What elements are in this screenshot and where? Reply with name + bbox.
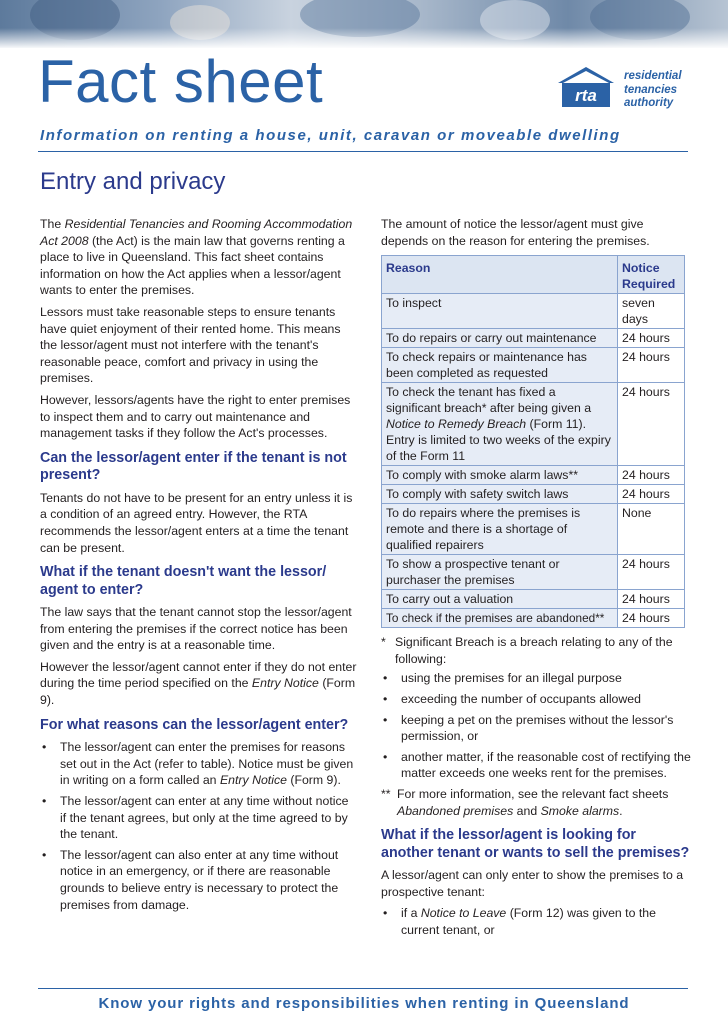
- logo-line: residential: [624, 70, 682, 82]
- notice-cell: 24 hours: [618, 485, 685, 504]
- new-tenant-list: [381, 905, 691, 938]
- table-row: [382, 609, 685, 628]
- notice-cell: seven days: [618, 294, 685, 329]
- header-divider: [38, 151, 688, 152]
- intro-paragraph-1: [40, 216, 358, 299]
- text-span: The lessor/agent can also enter at any time without notice in an emergency, or if there are reasonable grounds to believe entry is necessary to protect the premises from damage.: [60, 847, 339, 912]
- list-item: [381, 670, 691, 687]
- text-span: The: [40, 217, 65, 231]
- text-span: .: [619, 803, 623, 818]
- notice-cell: 24 hours: [618, 348, 685, 383]
- logo-mark: rta: [575, 86, 597, 105]
- list-item: [381, 691, 691, 708]
- entry-reasons-list: [40, 739, 358, 913]
- notice-cell: 24 hours: [618, 609, 685, 628]
- table-header-row: [382, 256, 685, 294]
- form-name: Entry Notice: [251, 676, 319, 691]
- footnote-mark: *: [381, 635, 386, 650]
- logo-wordmark: [624, 70, 682, 111]
- reason-cell: To do repairs where the premises is remote and there is a shortage of qualified repairers: [382, 504, 618, 555]
- breach-list: [381, 670, 691, 782]
- logo-line: authority: [624, 97, 674, 109]
- form-name: Entry Notice: [219, 773, 287, 788]
- list-item: [40, 793, 358, 843]
- form-name: Notice to Leave: [420, 906, 507, 921]
- bullet-icon: •: [383, 671, 388, 686]
- logo-line: tenancies: [624, 83, 678, 96]
- column-header-notice: Notice Required: [618, 256, 685, 294]
- intro-paragraph-3: However, lessors/agents have the right to enter premises to inspect them and to carry out maintenance and management tasks if they follow the Act's processes.: [40, 392, 351, 441]
- significant-breach-note: [381, 634, 691, 667]
- text-span: using the premises for an illegal purpose: [401, 671, 622, 686]
- reason-cell: [382, 383, 618, 466]
- list-item: [381, 749, 691, 782]
- rta-logo-icon: [552, 65, 620, 109]
- notice-cell: 24 hours: [618, 383, 685, 466]
- bullet-icon: •: [42, 740, 47, 755]
- intro-paragraph-2: Lessors must take reasonable steps to ensure tenants have quiet enjoyment of their rented home. This means the lessor/agent must not interfere with the tenant's reasonable peace, comfort and privacy in using the premises.: [40, 304, 341, 386]
- notice-table: [381, 255, 685, 628]
- footnote-body: [397, 786, 691, 819]
- tagline: Information on renting a house, unit, caravan or moveable dwelling: [40, 127, 621, 144]
- reason-cell: To inspect: [382, 294, 618, 329]
- page-heading: Entry and privacy: [40, 168, 226, 195]
- text-span: another matter, if the reasonable cost of rectifying the matter exceeds one weeks rent for the premises.: [401, 749, 691, 781]
- notice-cell: None: [618, 504, 685, 555]
- text-span: (Form 11). Entry is limited to two weeks of the expiry of the Form 11: [386, 417, 611, 464]
- reason-cell: To check if the premises are abandoned**: [382, 609, 618, 628]
- text-span: exceeding the number of occupants allowed: [401, 691, 641, 706]
- section-heading-entry-reasons: For what reasons can the lessor/agent enter?: [40, 716, 349, 733]
- notice-cell: 24 hours: [618, 329, 685, 348]
- bullet-icon: •: [383, 691, 388, 706]
- table-row: [382, 590, 685, 609]
- bullet-icon: •: [383, 906, 388, 921]
- footnote-mark: **: [381, 786, 391, 801]
- table-row: [382, 466, 685, 485]
- section-heading-tenant-present: Can the lessor/agent enter if the tenant is not present?: [40, 449, 347, 484]
- notice-cell: 24 hours: [618, 466, 685, 485]
- bullet-icon: •: [383, 749, 388, 764]
- text-span: if a: [401, 906, 421, 921]
- more-info-note: [381, 786, 691, 819]
- text-span: (Form 12) was given to the current tenant, or: [401, 906, 656, 937]
- bullet-icon: •: [42, 793, 47, 808]
- notice-cell: 24 hours: [618, 590, 685, 609]
- reason-cell: To show a prospective tenant or purchaser the premises: [382, 555, 618, 590]
- fact-sheet-link[interactable]: Abandoned premises: [397, 803, 514, 818]
- tenant-refuses-body-2: [40, 659, 358, 709]
- table-row: [382, 504, 685, 555]
- header-photo-banner: [0, 0, 728, 48]
- fact-sheet-link[interactable]: Smoke alarms: [540, 803, 620, 818]
- list-item: [40, 739, 358, 789]
- tenant-present-body: Tenants do not have to be present for an entry unless it is a condition of an agreed entry. However, the RTA recommends the lessor/agent enters at a time the tenant can be present.: [40, 490, 353, 555]
- logo-roof: [558, 67, 614, 83]
- right-column: [381, 216, 691, 943]
- section-heading-new-tenant: What if the lessor/agent is looking for another tenant or wants to sell the premises?: [381, 827, 690, 861]
- text-span: (Form 9).: [40, 676, 356, 708]
- text-span: The lessor/agent can enter at any time without notice if the tenant agrees, but only at the time agreed to by the tenant.: [60, 793, 349, 842]
- list-item: [381, 905, 691, 938]
- list-item: [381, 712, 691, 745]
- list-item: [40, 847, 358, 913]
- fact-sheet-title: Fact sheet: [38, 48, 324, 115]
- reason-cell: To check repairs or maintenance has been completed as requested: [382, 348, 618, 383]
- text-span: (Form 9).: [286, 773, 341, 788]
- reason-cell: To comply with safety switch laws: [382, 485, 618, 504]
- new-tenant-body: A lessor/agent can only enter to show the premises to a prospective tenant:: [381, 868, 684, 899]
- act-name: Residential Tenancies and Rooming Accommodation Act 2008: [40, 217, 353, 248]
- column-header-reason: Reason: [382, 256, 618, 294]
- text-span: To check the tenant has fixed a significant breach* after being given a: [386, 385, 592, 416]
- text-span: keeping a pet on the premises without the lessor's permission, or: [401, 712, 674, 744]
- table-row: [382, 485, 685, 504]
- footer-slogan: Know your rights and responsibilities when renting in Queensland: [98, 995, 630, 1012]
- table-row: [382, 383, 685, 466]
- text-span: and: [513, 803, 541, 818]
- table-row: [382, 555, 685, 590]
- reason-cell: To do repairs or carry out maintenance: [382, 329, 618, 348]
- text-span: For more information, see the relevant fact sheets: [397, 786, 669, 801]
- form-name: Notice to Remedy Breach: [386, 417, 527, 432]
- table-row: [382, 294, 685, 329]
- text-span: (the Act) is the main law that governs renting a place to live in Queensland. This fact sheet contains information on how the Act applies when a lessor/agent wants to enter the premises.: [40, 233, 345, 298]
- table-row: [382, 348, 685, 383]
- text-span: The lessor/agent can enter the premises for reasons set out in the Act (refer to table). Notice must be given in writing on a form called an: [60, 740, 354, 788]
- footer-divider: [38, 988, 688, 989]
- left-column: [40, 216, 358, 917]
- bullet-icon: •: [42, 847, 47, 862]
- section-heading-tenant-refuses: What if the tenant doesn't want the lessor/ agent to enter?: [40, 564, 327, 598]
- footnote-body: Significant Breach is a breach relating to any of the following:: [395, 635, 673, 666]
- notice-cell: 24 hours: [618, 555, 685, 590]
- reason-cell: To comply with smoke alarm laws**: [382, 466, 618, 485]
- reason-cell: To carry out a valuation: [382, 590, 618, 609]
- bullet-icon: •: [383, 712, 388, 727]
- tenant-refuses-body-1: The law says that the tenant cannot stop the lessor/agent from entering the premises if the correct notice has been given and the entry is at a reasonable time.: [40, 605, 352, 653]
- table-row: [382, 329, 685, 348]
- notice-intro: The amount of notice the lessor/agent must give depends on the reason for entering the premises.: [381, 217, 650, 248]
- text-span: However the lessor/agent cannot enter if they do not enter during the time period specified on the: [40, 659, 357, 691]
